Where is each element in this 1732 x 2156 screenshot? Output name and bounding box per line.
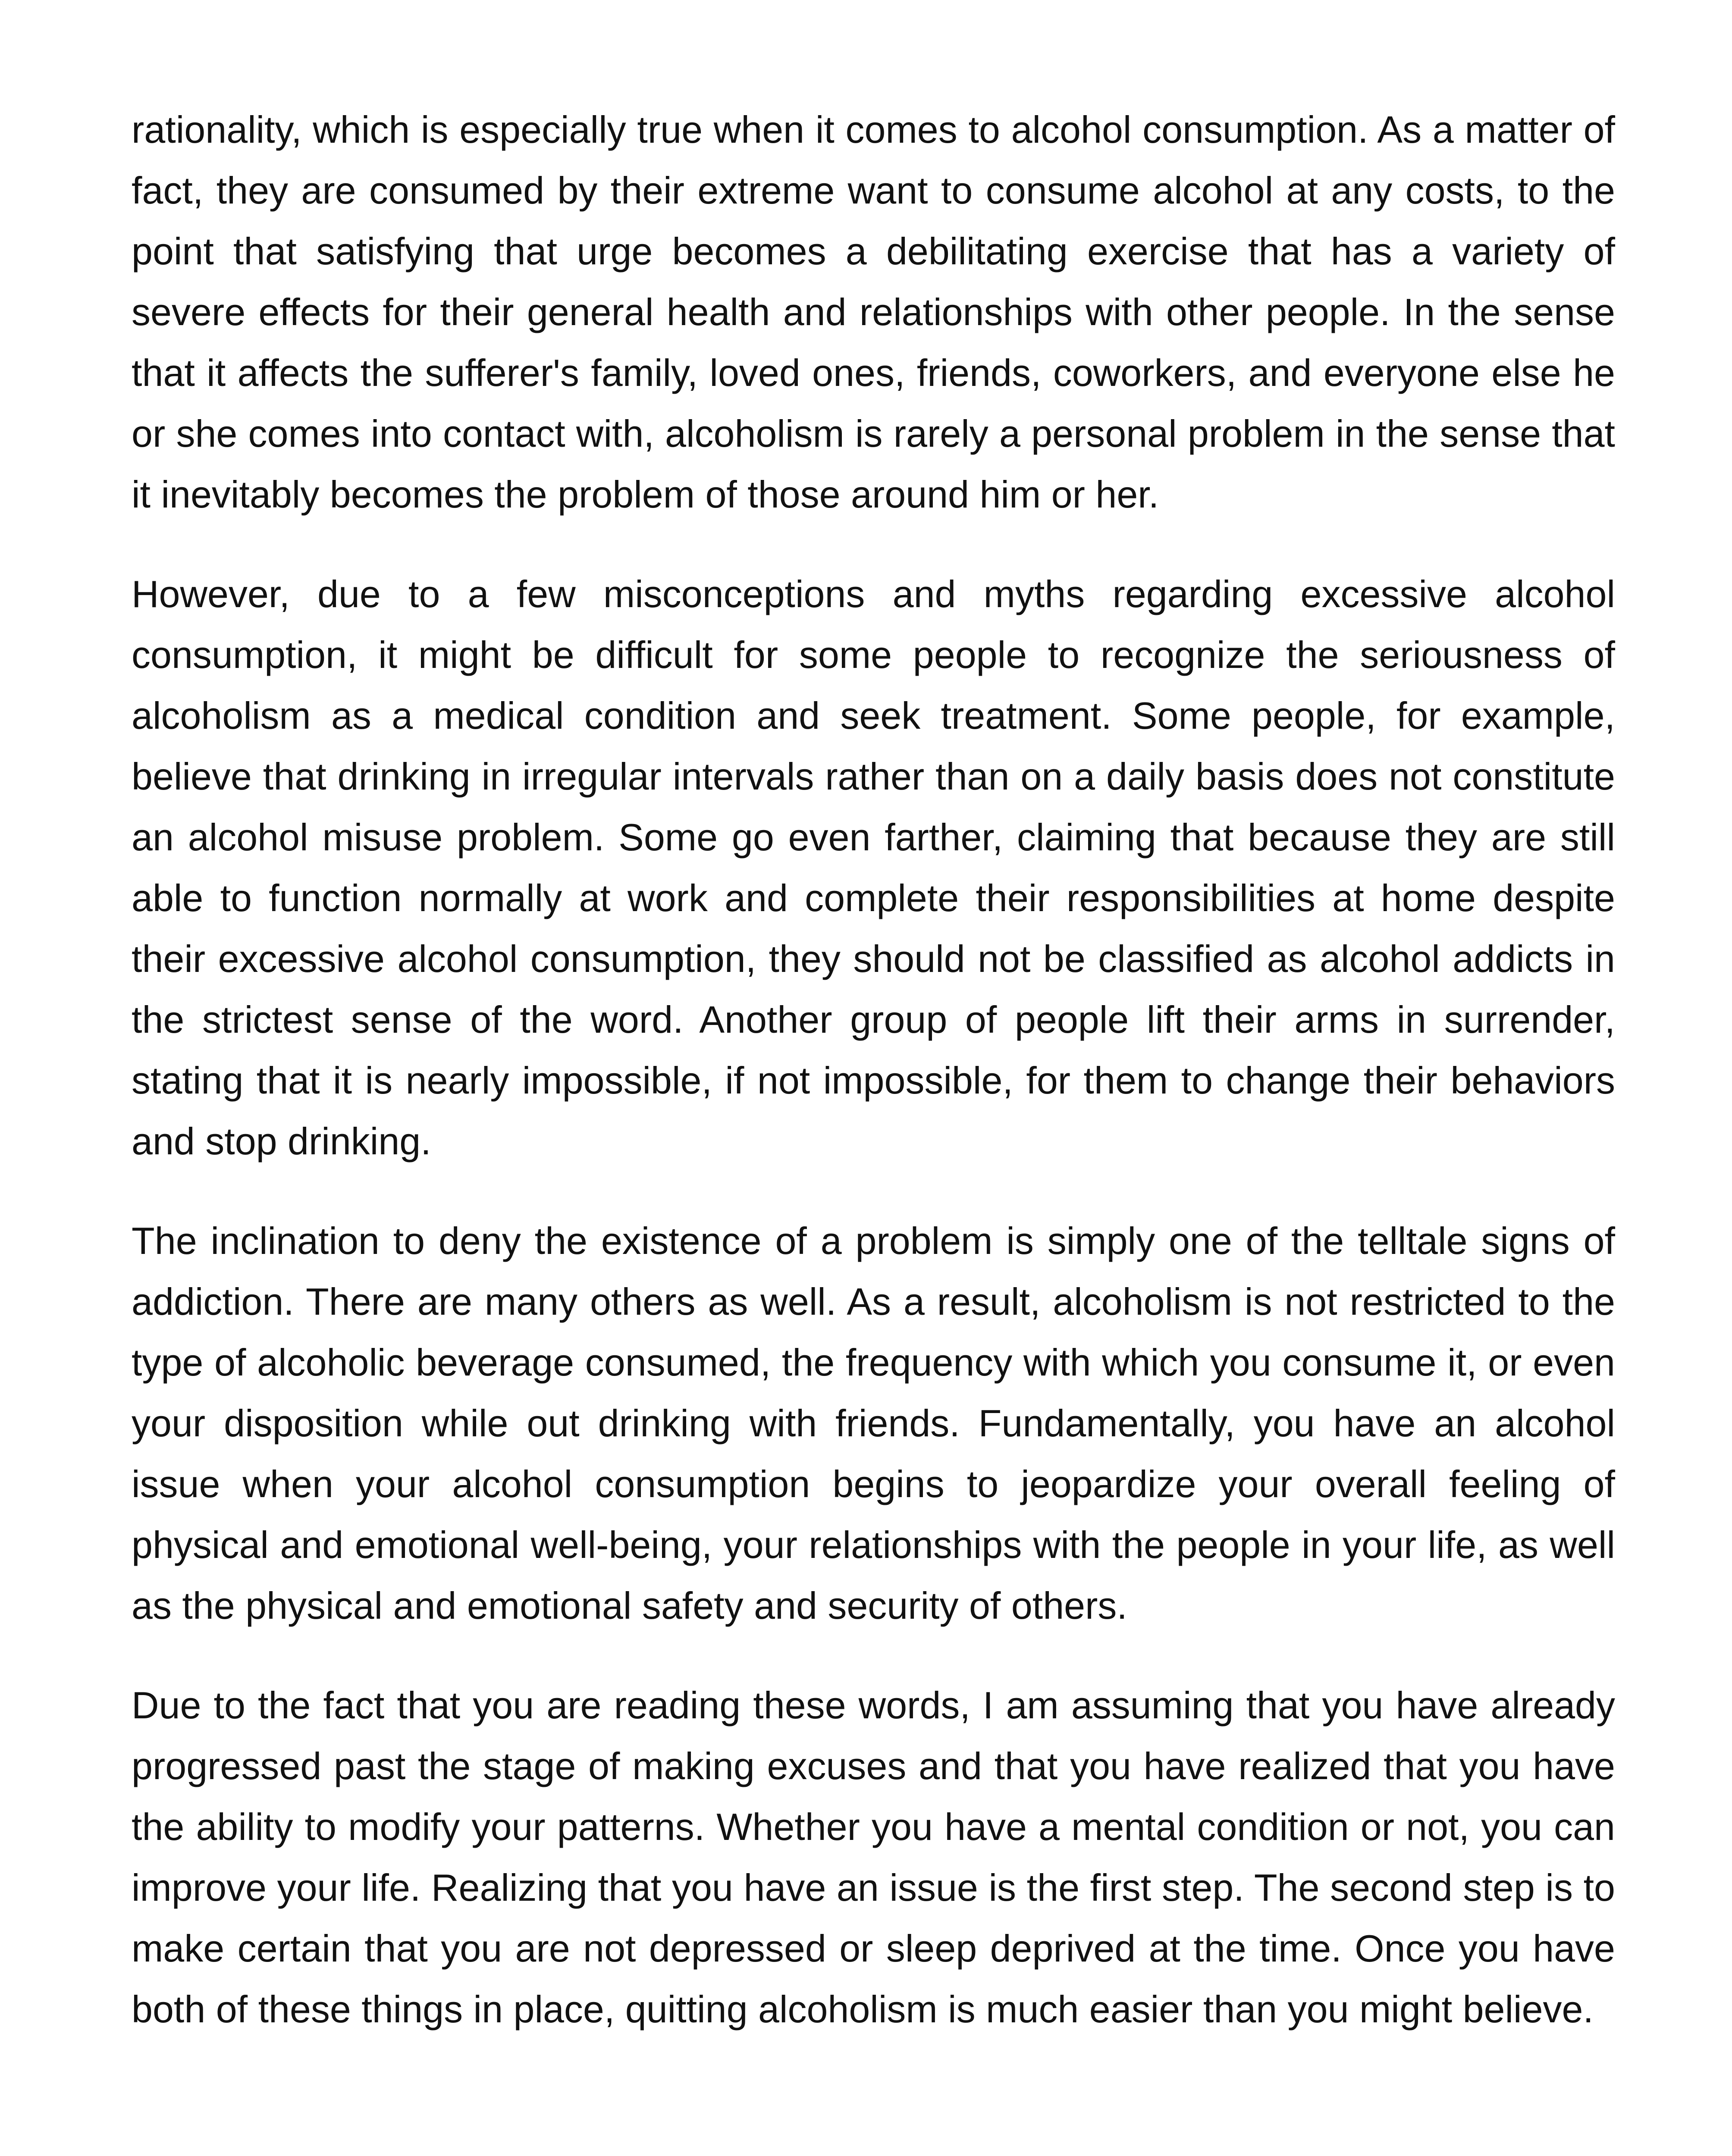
paragraph-4: Due to the fact that you are reading these words, I am assuming that you have already progressed past the stage of making excuses and that you have realized that you have the ability to modify your patterns. Whether you have a mental condition or not, you can improve your life. Realizing that you have an issue is the first step. The second step is to make certain that you are not depressed or sleep deprived at the time. Once you have both of these things in place, quitting alcoholism is much easier than you might believe. xyxy=(132,1684,1615,2031)
body-text xyxy=(132,99,1615,2040)
paragraph-1: rationality, which is especially true when it comes to alcohol consumption. As a matter of fact, they are consumed by their extreme want to consume alcohol at any costs, to the point that satisfying that urge becomes a debilitating exercise that has a variety of severe effects for their general health and relationships with other people. In the sense that it affects the sufferer's family, loved ones, friends, coworkers, and everyone else he or she comes into contact with, alcoholism is rarely a personal problem in the sense that it inevitably becomes the problem of those around him or her. xyxy=(132,108,1615,516)
paragraph-3: The inclination to deny the existence of a problem is simply one of the telltale signs of addiction. There are many others as well. As a result, alcoholism is not restricted to the type of alcoholic beverage consumed, the frequency with which you consume it, or even your disposition while out drinking with friends. Fundamentally, you have an alcohol issue when your alcohol consumption begins to jeopardize your overall feeling of physical and emotional well-being, your relationships with the people in your life, as well as the physical and emotional safety and security of others. xyxy=(132,1219,1615,1627)
paragraph-2: However, due to a few misconceptions and myths regarding excessive alcohol consumption, it might be difficult for some people to recognize the seriousness of alcoholism as a medical condition and seek treatment. Some people, for example, believe that drinking in irregular intervals rather than on a daily basis does not constitute an alcohol misuse problem. Some go even farther, claiming that because they are still able to function normally at work and complete their responsibilities at home despite their excessive alcohol consumption, they should not be classified as alcohol addicts in the strictest sense of the word. Another group of people lift their arms in surrender, stating that it is nearly impossible, if not impossible, for them to change their behaviors and stop drinking. xyxy=(132,573,1615,1163)
